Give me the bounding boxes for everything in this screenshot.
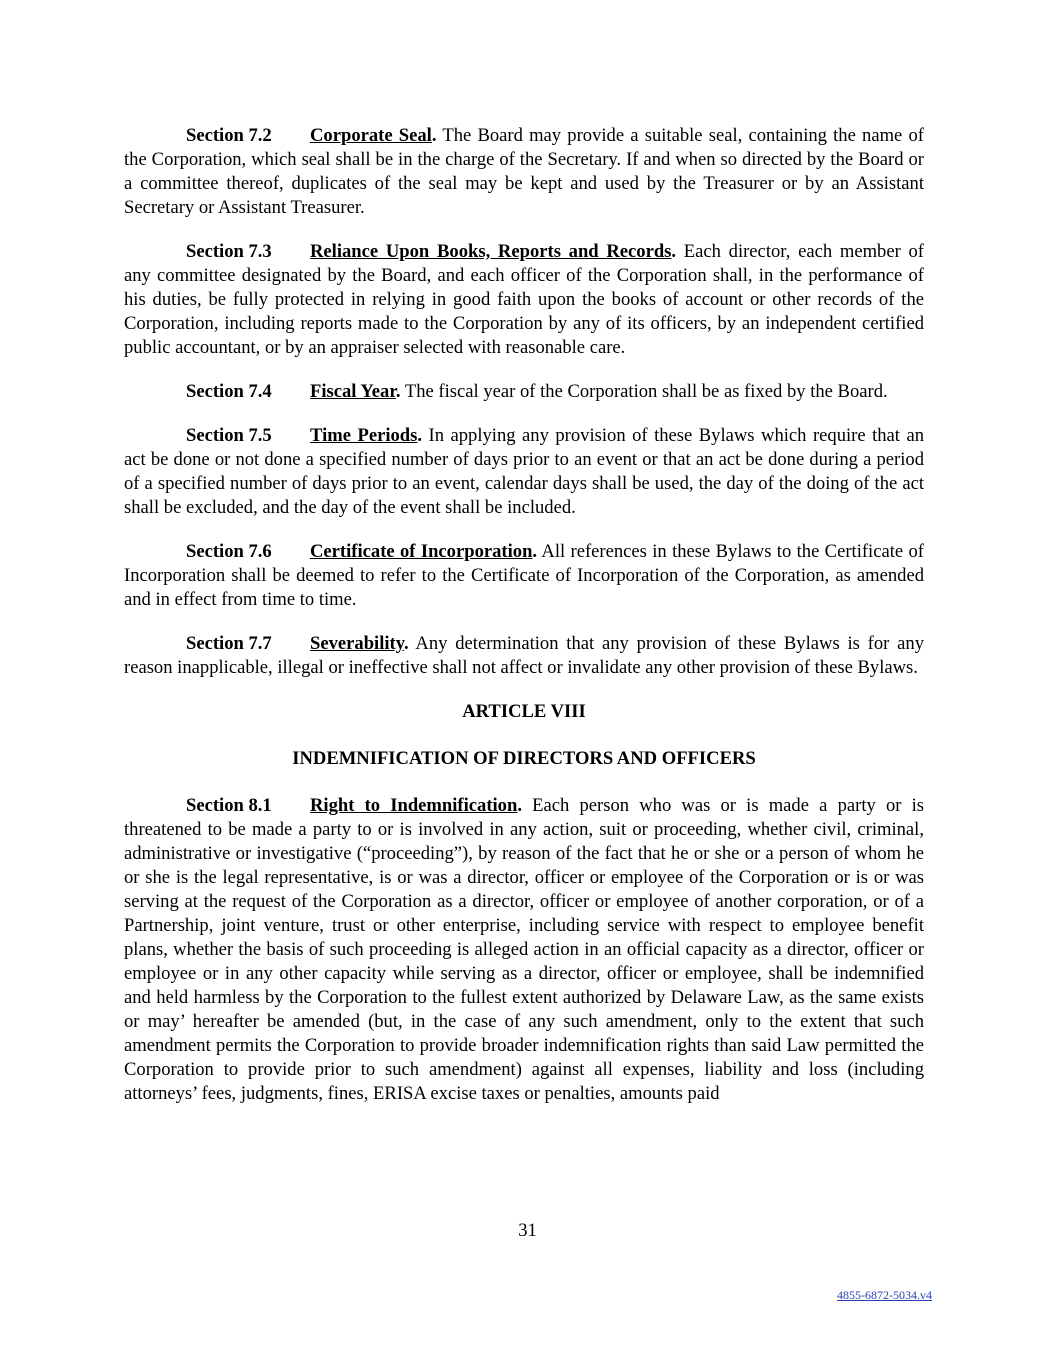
section-title: Certificate of Incorporation xyxy=(310,541,533,562)
article-title: INDEMNIFICATION OF DIRECTORS AND OFFICERS xyxy=(292,748,756,769)
section-number: Section 8.1 xyxy=(186,795,272,816)
section-title: Corporate Seal xyxy=(310,125,432,146)
section-title: Reliance Upon Books, Reports and Records xyxy=(310,241,672,262)
section-title: Right to Indemnification xyxy=(310,795,518,816)
section-7-6: Section 7.6 Certificate of Incorporation. All references in these Bylaws to the Certificate of Incorporation shall be deemed to refer to the Certificate of Incorporation of the Corporation, as amended and in effect from time to time. xyxy=(124,541,924,610)
section-text: In applying any provision of these Bylaws which require that an act be done or not done a specified number of days prior to an event or that an act be done during a period of a specified number of days prior to an event, calendar days shall be used, the day of the doing of the act shall be excluded, and the day of the event shall be included. xyxy=(124,425,925,518)
section-8-1: Section 8.1 Right to Indemnification. Each person who was or is made a party or is threatened to be made a party to or is involved in any action, suit or proceeding, whether civil, criminal, administrative or investigative (“proceeding”), by reason of the fact that he or she or a person of whom he or she is the legal representative, is or was a director, officer or employee of the Corporation or is or was serving at the request of the Corporation as a director, officer or employee of another corporation, or of a Partnership, joint venture, trust or other enterprise, including service with respect to employee benefit plans, whether the basis of such proceeding is alleged action in an official capacity as a director, officer or employee or in any other capacity while serving as a director, officer or employee, shall be indemnified and held harmless by the Corporation to the fullest extent authorized by Delaware Law, as the same exists or may’ hereafter be amended (but, in the case of any such amendment, only to the extent that such amendment permits the Corporation to provide broader indemnification rights than said Law permitted the Corporation to provide prior to such amendment) against all expenses, liability and loss (including attorneys’ fees, judgments, fines, ERISA excise taxes or penalties, amounts paid xyxy=(124,795,925,1104)
article-number: ARTICLE VIII xyxy=(462,701,586,722)
section-text: Each person who was or is made a party or is threatened to be made a party to or is involved in any action, suit or proceeding, whether civil, criminal, administrative or investigative (“proceeding”), by reason of the fact that he or she or a person of whom he or she is the legal representative, is or was a director, officer or employee of the Corporation or is or was serving at the request of the Corporation as a director, officer or employee of another corporation, or of a Partnership, joint venture, trust or other enterprise, including service with respect to employee benefit plans, whether the basis of such proceeding is alleged action in an official capacity as a director, officer or employee or in any other capacity while serving as a director, officer or employee, shall be indemnified and held harmless by the Corporation to the fullest extent authorized by Delaware Law, as the same exists or may’ hereafter be amended (but, in the case of any such amendment, only to the extent that such amendment permits the Corporation to provide broader indemnification rights than said Law permitted the Corporation to provide prior to such amendment) against all expenses, liability and loss (including attorneys’ fees, judgments, fines, ERISA excise taxes or penalties, amounts paid xyxy=(124,795,925,1104)
section-7-3: Section 7.3 Reliance Upon Books, Reports and Records. Each director, each member of any committee designated by the Board, and each officer of the Corporation shall, in the performance of his duties, be fully protected in relying in good faith upon the books of account or other records of the Corporation, including reports made to the Corporation by any of its officers, by an independent certified public accountant, or by an appraiser selected with reasonable care. xyxy=(124,241,924,358)
section-text: All references in these Bylaws to the Certificate of Incorporation shall be deemed to refer to the Certificate of Incorporation of the Corporation, as amended and in effect from time to time. xyxy=(124,541,924,610)
section-7-2: Section 7.2 Corporate Seal. The Board may provide a suitable seal, containing the name of the Corporation, which seal shall be in the charge of the Secretary. If and when so directed by the Board or a committee thereof, duplicates of the seal may be kept and used by the Treasurer or by an Assistant Secretary or Assistant Treasurer. xyxy=(124,125,924,218)
section-number: Section 7.7 xyxy=(186,633,272,654)
section-number: Section 7.2 xyxy=(186,125,272,146)
page-number: 31 xyxy=(518,1220,537,1241)
document-body xyxy=(124,124,924,1126)
document-id-link[interactable]: 4855-6872-5034.v4 xyxy=(837,1288,932,1302)
section-number: Section 7.6 xyxy=(186,541,272,562)
section-title: Fiscal Year xyxy=(310,381,396,402)
section-text: The fiscal year of the Corporation shall be as fixed by the Board. xyxy=(400,381,888,402)
section-text: Any determination that any provision of these Bylaws is for any reason inapplicable, illegal or ineffective shall not affect or invalidate any other provision of these Bylaws. xyxy=(124,633,924,678)
section-text: Each director, each member of any committee designated by the Board, and each officer of the Corporation shall, in the performance of his duties, be fully protected in relying in good faith upon the books of account or other records of the Corporation, including reports made to the Corporation by any of its officers, by an independent certified public accountant, or by an appraiser selected with reasonable care. xyxy=(124,241,924,358)
section-number: Section 7.5 xyxy=(186,425,272,446)
section-title: Severability xyxy=(310,633,404,654)
section-text: The Board may provide a suitable seal, containing the name of the Corporation, which seal shall be in the charge of the Secretary. If and when so directed by the Board or a committee thereof, duplicates of the seal may be kept and used by the Treasurer or by an Assistant Secretary or Assistant Treasurer. xyxy=(124,125,924,218)
section-number: Section 7.3 xyxy=(186,241,272,262)
section-title: Time Periods xyxy=(310,425,418,446)
section-7-7: Section 7.7 Severability. Any determination that any provision of these Bylaws is for any reason inapplicable, illegal or ineffective shall not affect or invalidate any other provision of these Bylaws. xyxy=(124,633,924,678)
section-number: Section 7.4 xyxy=(186,381,272,402)
section-7-4: Section 7.4 Fiscal Year. The fiscal year of the Corporation shall be as fixed by the Board. xyxy=(186,381,888,402)
section-7-5: Section 7.5 Time Periods. In applying any provision of these Bylaws which require that an act be done or not done a specified number of days prior to an event or that an act be done during a period of a specified number of days prior to an event, calendar days shall be used, the day of the doing of the act shall be excluded, and the day of the event shall be included. xyxy=(124,425,925,518)
